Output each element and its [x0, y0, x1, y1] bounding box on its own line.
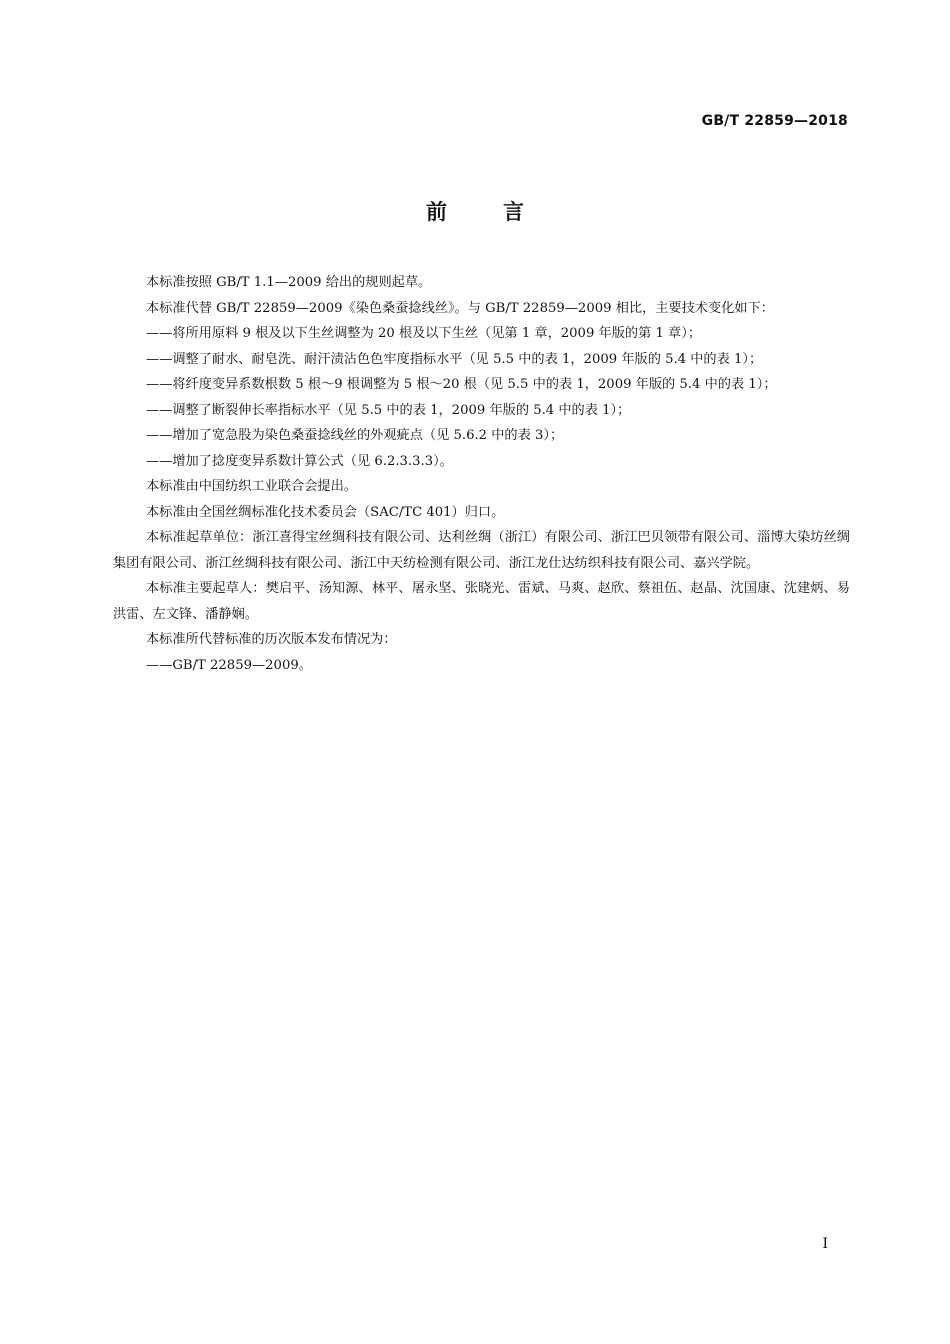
change-item: ——增加了宽急股为染色桑蚕捻线丝的外观疵点（见 5.6.2 中的表 3）； — [146, 428, 564, 443]
paragraph-under-jurisdiction: 本标准由全国丝绸标准化技术委员会（SAC/TC 401）归口。 — [146, 504, 505, 520]
change-item: ——将纤度变异系数根数 5 根～9 根调整为 5 根～20 根（见 5.5 中的表 1，2009 年版的 5.4 中的表 1）； — [146, 377, 777, 392]
paragraph-proposed-by: 本标准由中国纺织工业联合会提出。 — [146, 479, 357, 494]
foreword-body — [113, 270, 850, 678]
page-number: I — [822, 1236, 828, 1252]
page-title: 前言 — [426, 200, 580, 224]
paragraph-replaces: 本标准代替 GB/T 22859—2009《染色桑蚕捻线丝》。与 GB/T 22859—2009 相比，主要技术变化如下： — [146, 300, 774, 316]
change-item: ——调整了断裂伸长率指标水平（见 5.5 中的表 1，2009 年版的 5.4 中的表 1）； — [146, 402, 631, 418]
standard-number: GB/T 22859—2018 — [701, 113, 848, 129]
change-item: ——调整了耐水、耐皂洗、耐汗渍沾色色牢度指标水平（见 5.5 中的表 1，2009 年版的 5.4 中的表 1）； — [146, 351, 763, 367]
paragraph-drafting-units: 本标准起草单位：浙江喜得宝丝绸科技有限公司、达利丝绸（浙江）有限公司、浙江巴贝领带有限公司、淄博大染坊丝绸集团有限公司、浙江丝绸科技有限公司、浙江中天纺检测有限公司、浙江龙仕达纺织科技有限公司、嘉兴学院。 — [113, 530, 850, 571]
change-item: ——增加了捻度变异系数计算公式（见 6.2.3.3.3）。 — [146, 453, 453, 469]
paragraph-drafters: 本标准主要起草人：樊启平、汤知源、林平、屠永坚、张晓光、雷斌、马爽、赵欣、蔡祖伍、赵晶、沈国康、沈建炳、易洪雷、左文锋、潘静娴。 — [113, 581, 850, 622]
paragraph-drafting-rules: 本标准按照 GB/T 1.1—2009 给出的规则起草。 — [146, 275, 432, 290]
change-item: ——将所用原料 9 根及以下生丝调整为 20 根及以下生丝（见第 1 章，2009 年版的第 1 章）； — [146, 326, 702, 341]
previous-edition-item: ——GB/T 22859—2009。 — [146, 657, 312, 673]
paragraph-previous-editions: 本标准所代替标准的历次版本发布情况为： — [146, 632, 397, 647]
